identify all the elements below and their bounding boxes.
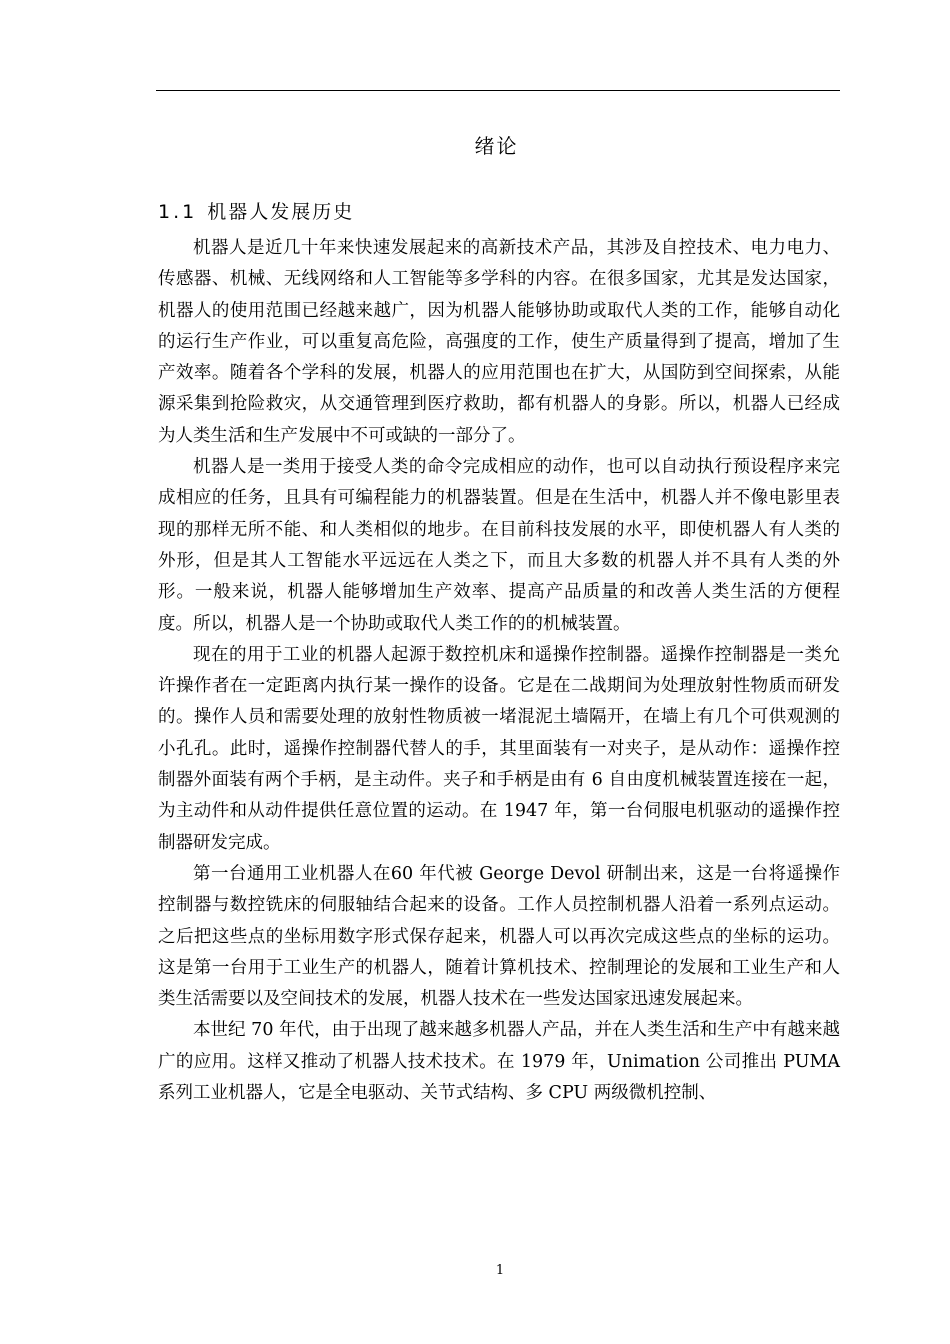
page-number: 1 [495, 1263, 505, 1278]
paragraph: 第一台通用工业机器人在60 年代被 George Devol 研制出来，这是一台将遥操作控制器与数控铣床的伺服轴结合起来的设备。工作人员控制机器人沿着一系列点运动。之后把这些点的坐标用数字形式保存起来，机器人可以再次完成这些点的坐标的运功。这是第一台用于工业生产的机器人，随着计算机技术、控制理论的发展和工业生产和人类生活需要以及空间技术的发展，机器人技术在一些发达国家迅速发展起来。 [158, 863, 840, 1010]
header-rule [156, 90, 840, 91]
chapter-title: 绪论 [474, 134, 519, 158]
section-heading [158, 198, 354, 226]
section-number: 1.1 [158, 201, 198, 223]
body-text [158, 233, 840, 1109]
section-title: 机器人发展历史 [207, 201, 355, 223]
paragraph: 本世纪 70 年代，由于出现了越来越多机器人产品，并在人类生活和生产中有越来越广的应用。这样又推动了机器人技术技术。在 1979 年，Unimation 公司推出 PUMA 系列工业机器人，它是全电驱动、关节式结构、多 CPU 两级微机控制、 [158, 1020, 840, 1104]
paragraph: 机器人是近几十年来快速发展起来的高新技术产品，其涉及自控技术、电力电力、传感器、机械、无线网络和人工智能等多学科的内容。在很多国家，尤其是发达国家，机器人的使用范围已经越来越广，因为机器人能够协助或取代人类的工作，能够自动化的运行生产作业，可以重复高危险，高强度的工作，使生产质量得到了提高，增加了生产效率。随着各个学科的发展，机器人的应用范围也在扩大，从国防到空间探索，从能源采集到抢险救灾，从交通管理到医疗救助，都有机器人的身影。所以，机器人已经成为人类生活和生产发展中不可或缺的一部分了。 [158, 238, 840, 446]
paragraph: 现在的用于工业的机器人起源于数控机床和遥操作控制器。遥操作控制器是一类允许操作者在一定距离内执行某一操作的设备。它是在二战期间为处理放射性物质而研发的。操作人员和需要处理的放射性物质被一堵混泥土墙隔开，在墙上有几个可供观测的小孔孔。此时，遥操作控制器代替人的手，其里面装有一对夹子，是从动作：遥操作控制器外面装有两个手柄，是主动件。夹子和手柄是由有 6 自由度机械装置连接在一起，为主动件和从动件提供任意位置的运动。在 1947 年，第一台伺服电机驱动的遥操作控制器研发完成。 [158, 644, 840, 853]
paragraph: 机器人是一类用于接受人类的命令完成相应的动作，也可以自动执行预设程序来完成相应的任务，且具有可编程能力的机器装置。但是在生活中，机器人并不像电影里表现的那样无所不能、和人类相似的地步。在目前科技发展的水平，即使机器人有人类的外形，但是其人工智能水平远远在人类之下，而且大多数的机器人并不具有人类的外形。一般来说，机器人能够增加生产效率、提高产品质量的和改善人类生活的方便程度。所以，机器人是一个协助或取代人类工作的的机械装置。 [158, 457, 840, 634]
